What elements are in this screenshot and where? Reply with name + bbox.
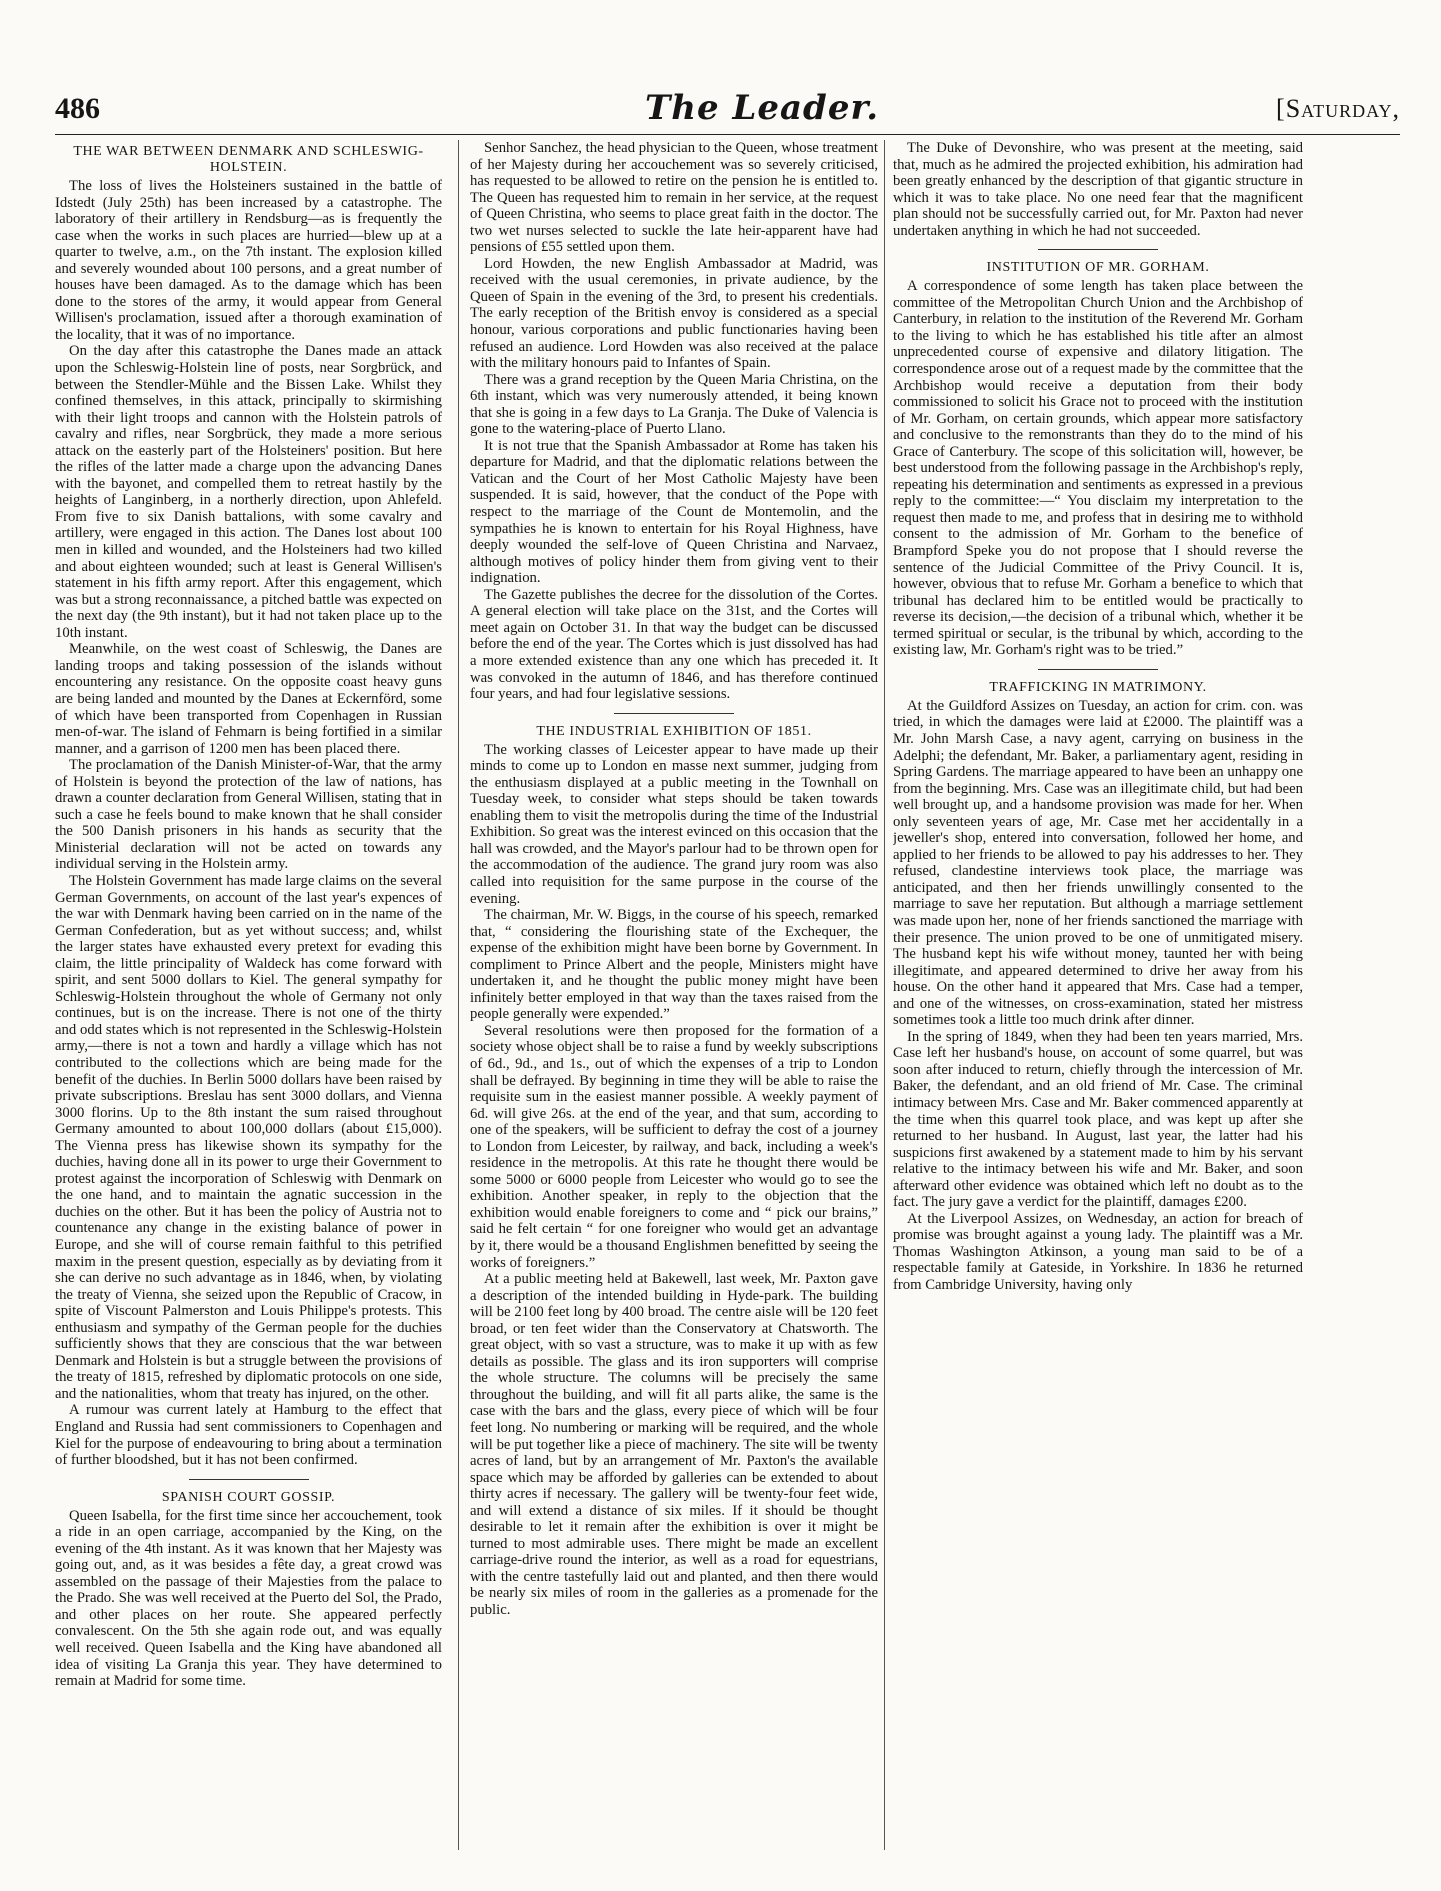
section-rule	[189, 1479, 309, 1480]
article-headline: THE INDUSTRIAL EXHIBITION OF 1851.	[536, 723, 812, 739]
article-headline: THE WAR BETWEEN DENMARK AND SCHLESWIG-HOLSTEIN.	[73, 144, 424, 175]
article-paragraph: The working classes of Leicester appear to have made up their minds to come up to London en masse next summer, judging from the enthusiasm displayed at a public meeting in the Townhall on Tuesday week, to consider what steps should be taken towards enabling them to visit the metropolis during the time of the Industrial Exhibition. So great was the interest evinced on this occasion that the hall was crowded, and the Mayor's parlour had to be thrown open for the accommodation of the audience. The grand jury room was also called into requisition for the same purpose in the course of the evening.	[470, 741, 878, 907]
article-paragraph: The proclamation of the Danish Minister-of-War, that the army of Holstein is beyond the protection of the law of nations, has drawn a counter declaration from General Willisen, stating that in such a case he feels bound to make known that he shall consider the 500 Danish prisoners in his hands as security that the Ministerial declaration will not be acted on towards any individual serving in the Holstein army.	[55, 757, 442, 873]
article-paragraph: On the day after this catastrophe the Danes made an attack upon the Schleswig-Holstein line of posts, near Sorgbrück, and between the Stendler-Mühle and the Bissen Lake. Whilst they confined themselves, in this attack, principally to skirmishing with their light troops and cannon with the Holstein patrols of cavalry and rifles, near Sorgbrück, they made a more serious attack on the easterly part of the Holsteiners' position. But here the rifles of the latter made a charge upon the advancing Danes with the bayonet, and compelled them to retreat hastily by the heights of Langinberg, in a northerly direction, upon Ahlefeld. From five to six Danish battalions, with some cavalry and artillery, were engaged in this action. The Danes lost about 100 men in killed and wounded, and the Holsteiners had two killed and about eighteen wounded; such at least is General Willisen's statement in his fifth army report. After this engagement, which was but a strong reconnaissance, a pitched battle was expected on the next day (the 9th instant), but it had not taken place up to the 10th instant.	[55, 343, 442, 641]
article-paragraph: The chairman, Mr. W. Biggs, in the course of his speech, remarked that, “ considering the flourishing state of the Exchequer, the expense of the exhibition might have been borne by Government. In compliment to Prince Albert and the people, Ministers might have undertaken it, and he thought the public money might have been infinitely better employed in that way than the taxes raised from the people generally were expended.”	[470, 907, 878, 1023]
column-3	[893, 140, 1303, 1860]
article-paragraph: The Duke of Devonshire, who was present at the meeting, said that, much as he admired the projected exhibition, his admiration had been greatly enhanced by the description of that gigantic structure in which it was to take place. No one need fear that the magnificent plan should not be successfully carried out, for Mr. Paxton had never undertaken anything in which he had not succeeded.	[893, 140, 1303, 239]
article-headline: SPANISH COURT GOSSIP.	[161, 1489, 336, 1505]
article-headline: TRAFFICKING IN MATRIMONY.	[989, 679, 1207, 695]
article-paragraph: At the Liverpool Assizes, on Wednesday, an action for breach of promise was brought against a young lady. The plaintiff was a Mr. Thomas Washington Atkinson, a young man said to be of a respectable family at Gateside, in Yorkshire. In 1836 he returned from Cambridge University, having only	[893, 1210, 1303, 1293]
header-rule	[55, 134, 1400, 135]
article-paragraph: At the Guildford Assizes on Tuesday, an action for crim. con. was tried, in which the damages were laid at £2000. The plaintiff was a Mr. John Marsh Case, a navy agent, carrying on business in the Adelphi; the defendant, Mr. Baker, a parliamentary agent, residing in Spring Gardens. The marriage appeared to have been an unhappy one from the beginning. Mrs. Case was an illegitimate child, but had been well brought up, and a handsome provision was made for her. When only seventeen years of age, Mr. Case met her accidentally in a jeweller's shop, entered into conversation, followed her home, and applied to her friends to be allowed to pay his addresses to her. They refused, clandestine interviews took place, the marriage was anticipated, and then her friends unwillingly consented to the marriage to save her reputation. But although a marriage settlement was made upon her, none of her friends sanctioned the marriage with their presence. The union proved to be one of unmitigated misery. The husband kept his wife without money, taunted her with being illegitimate, and appeared determined to drive her away from his house. On the other hand it appeared that Mrs. Case had a temper, and one of the witnesses, on cross-examination, stated her mistress sometimes took a little too much drink after dinner.	[893, 697, 1303, 1029]
column-2	[470, 140, 878, 1860]
masthead	[55, 88, 1400, 132]
article-paragraph: Senhor Sanchez, the head physician to the Queen, whose treatment of her Majesty during her accouchement was so severely criticised, has requested to be allowed to retire on the pension he is entitled to. The Queen has requested him to remain in her service, at the request of Queen Christina, who seems to place great faith in the doctor. The two wet nurses selected to suckle the late heir-apparent have had pensions of £55 settled upon them.	[470, 140, 878, 256]
article-paragraph: In the spring of 1849, when they had been ten years married, Mrs. Case left her husband's house, on account of some quarrel, but was soon after induced to return, chiefly through the intercession of Mr. Baker, the defendant, and an old friend of Mr. Case. The criminal intimacy between Mrs. Case and Mr. Baker commenced apparently at the time when this quarrel took place, and was kept up after she returned to her husband. In August, last year, the latter had his suspicions first awakened by a statement made to him by his servant relative to the intimacy between his wife and Mr. Baker, and soon afterward other evidence was obtained which left no doubt as to the fact. The jury gave a verdict for the plaintiff, damages £200.	[893, 1028, 1303, 1211]
article-paragraph: The Gazette publishes the decree for the dissolution of the Cortes. A general election will take place on the 31st, and the Cortes will meet again on October 31. In that way the budget can be discussed before the end of the year. The Cortes which is just dissolved has had a more extended existence than any one which has preceded it. It was convoked in the autumn of 1846, and has therefore continued four years, and had four legislative sessions.	[470, 586, 878, 703]
column-1	[55, 140, 442, 1860]
article-paragraph: Queen Isabella, for the first time since her accouchement, took a ride in an open carriage, accompanied by the King, on the evening of the 4th instant. As it was known that her Majesty was going out, and, as it was besides a fête day, a great crowd was assembled on the passage of their Majesties from the palace to the Prado. She was well received at the Puerto del Sol, the Prado, and other places on her route. She appeared perfectly convalescent. On the 5th she again rode out, and was equally well received. Queen Isabella and the King have abandoned all idea of visiting La Granja this year. They have determined to remain at Madrid for some time.	[55, 1507, 442, 1690]
section-rule	[1038, 669, 1158, 670]
article-paragraph: Several resolutions were then proposed for the formation of a society whose object shall be to raise a fund by weekly subscriptions of 6d., 9d., and 1s., out of which the expenses of a trip to London shall be defrayed. By beginning in time they will be able to raise the requisite sum in the easiest manner possible. A weekly payment of 6d. will give 26s. at the end of the year, and that sum, according to one of the speakers, will be sufficient to defray the cost of a journey to London from Leicester, by railway, and back, including a week's residence in the metropolis. At this rate he thought there would be some 5000 or 6000 people from Leicester who would go to see the exhibition. Another speaker, in reply to the objection that the exhibition would enable foreigners to come and “ pick our brains,” said he felt certain “ for one foreigner who would get an advantage by it, there would be a thousand Englishmen benefitted by seeing the works of foreigners.”	[470, 1022, 878, 1271]
article-paragraph: It is not true that the Spanish Ambassador at Rome has taken his departure for Madrid, and that the diplomatic relations between the Vatican and the Court of her Most Catholic Majesty have been suspended. It is said, however, that the conduct of the Pope with respect to the marriage of the Count de Montemolin, and the sympathies he is known to entertain for his Royal Highness, have deeply wounded the self-love of Queen Christina and Narvaez, although motives of policy hinder them from giving vent to their indignation.	[470, 437, 878, 587]
article-paragraph: The Holstein Government has made large claims on the several German Governments, on account of the last year's expences of the war with Denmark having been carried on in the name of the German Confederation, but as yet without success; and, whilst the larger states have exhausted every pretext for evading this claim, the little principality of Waldeck has come forward with spirit, and sent 5000 dollars to Kiel. The general sympathy for Schleswig-Holstein throughout the whole of Germany not only continues, but is on the increase. There is not one of the thirty and odd states which is not represented in the Schleswig-Holstein army,—there is not a town and hardly a village which has not contributed to the collections which are being made for the benefit of the duchies. In Berlin 5000 dollars have been raised by private subscriptions. Breslau has sent 3000 dollars, and Vienna 3000 florins. Up to the 8th instant the sum raised throughout Germany amounted to about 100,000 dollars (about £15,000). The Vienna press has likewise shown its sympathy for the duchies, having done all in its power to urge their Government to protest against the incorporation of Schleswig with Denmark on the one hand, and to maintain the agnatic succession in the duchies on the other. But it has been the policy of Austria not to countenance any change in the existing balance of power in Europe, and she will of course remain faithful to this petrified maxim in the present question, especially as by deviating from it she can derive no such advantage as in 1846, when, by violating the treaty of Vienna, she seized upon the Republic of Cracow, in spite of Viscount Palmerston and Louis Philippe's protests. This enthusiasm and sympathy of the German people for the duchies sufficiently shows that they are conscious that the war between Denmark and Holstein is but a struggle between the provisions of the treaty of 1815, refreshed by diplomatic protocols on one side, and the nationalities, whom that treaty has injured, on the other.	[55, 872, 442, 1402]
article-paragraph: There was a grand reception by the Queen Maria Christina, on the 6th instant, which was very numerously attended, it being known that she is going in a few days to La Granja. The Duke of Valencia is gone to the watering-place of Puerto Llano.	[470, 371, 878, 438]
article-paragraph: A rumour was current lately at Hamburg to the effect that England and Russia had sent commissioners to Copenhagen and Kiel for the purpose of endeavouring to bring about a termination of further bloodshed, but it has not been confirmed.	[55, 1402, 442, 1469]
article-paragraph: A correspondence of some length has taken place between the committee of the Metropolitan Church Union and the Archbishop of Canterbury, in relation to the institution of the Reverend Mr. Gorham to the living to which he has established his title after an almost unprecedented course of expensive and dilatory litigation. The correspondence arose out of a request made by the committee that the Archbishop would receive a deputation from their body commissioned to solicit his Grace not to proceed with the institution of Mr. Gorham, on certain grounds, which appear more satisfactory and conclusive to the remonstrants than they do to the mind of his Grace of Canterbury. The scope of this solicitation will, however, be best understood from the following passage in the Archbishop's reply, repeating his determination and sentiments as expressed in a previous reply to the committee:—“ You disclaim my interpretation to the request then made to me, and profess that in desiring me to withhold consent to the admission of Mr. Gorham to the benefice of Brampford Speke you do not propose that I should reverse the sentence of the Judicial Committee of the Privy Council. It is, however, obvious that to refuse Mr. Gorham a benefice to which that tribunal has declared him to be entitled would be practically to reverse its decision,—the decision of a tribunal which, whether it be termed spiritual or secular, is the tribunal by which, according to the existing law, Mr. Gorham's right was to be tried.”	[893, 278, 1303, 659]
section-rule	[1038, 249, 1158, 250]
page-number: 486	[55, 92, 100, 125]
article-paragraph: At a public meeting held at Bakewell, last week, Mr. Paxton gave a description of the intended building in Hyde-park. The building will be 2100 feet long by 400 broad. The centre aisle will be 120 feet broad, or ten feet wider than the Conservatory at Chatsworth. The great object, with so vast a structure, was to make it up with as few details as possible. The glass and its iron supporters will comprise the whole structure. The columns will be precisely the same throughout the building, and will fit all parts alike, the same is the case with the bars and the glass, every piece of which will be four feet long. No numbering or marking will be required, and the whole will be put together like a piece of machinery. The site will be twenty acres of land, but by an arrangement of Mr. Paxton's the available space which may be afforded by galleries can be extended to about thirty acres if necessary. The gallery will be twenty-four feet wide, and will extend a distance of six miles. If it should be thought desirable to let it remain after the exhibition is over it might be turned to most admirable uses. There might be made an excellent carriage-drive round the interior, as well as a road for equestrians, with the centre tastefully laid out and planted, and then there would be nearly six miles of room in the galleries as a promenade for the public.	[470, 1271, 878, 1619]
article-paragraph: The loss of lives the Holsteiners sustained in the battle of Idstedt (July 25th) has been increased by a catastrophe. The laboratory of their artillery in Rendsburg—as is frequently the case when the works in such places are hurried—blew up at a quarter to twelve, a.m., on the 7th instant. The explosion killed and severely wounded about 100 persons, and a great number of houses have been damaged. As to the damage which has been done to the stores of the army, it would appear from General Willisen's proclamation, issued after a thorough examination of the locality, that it was of no importance.	[55, 178, 442, 343]
issue-day: [Saturday,	[1276, 94, 1400, 123]
article-paragraph: Lord Howden, the new English Ambassador at Madrid, was received with the usual ceremonies, in private audience, by the Queen of Spain in the evening of the 3rd, to present his credentials. The early reception of the British envoy is considered as a special honour, various corporations and public functionaries having been refused an audience. Lord Howden was also received at the palace with the military honours paid to Infantes of Spain.	[470, 255, 878, 372]
article-paragraph: Meanwhile, on the west coast of Schleswig, the Danes are landing troops and taking possession of the islands without encountering any resistance. On the opposite coast heavy guns are being landed and mounted by the Danes at Eckernförd, some of which have been transported from Copenhagen in Russian men-of-war. The island of Fehmarn is being fortified in a similar manner, and a garrison of 1200 men has been placed there.	[55, 641, 442, 757]
column-divider	[458, 140, 459, 1850]
column-divider	[884, 140, 885, 1850]
newspaper-title: The Leader.	[645, 88, 880, 128]
article-headline: INSTITUTION OF MR. GORHAM.	[986, 260, 1210, 276]
section-rule	[614, 713, 734, 714]
